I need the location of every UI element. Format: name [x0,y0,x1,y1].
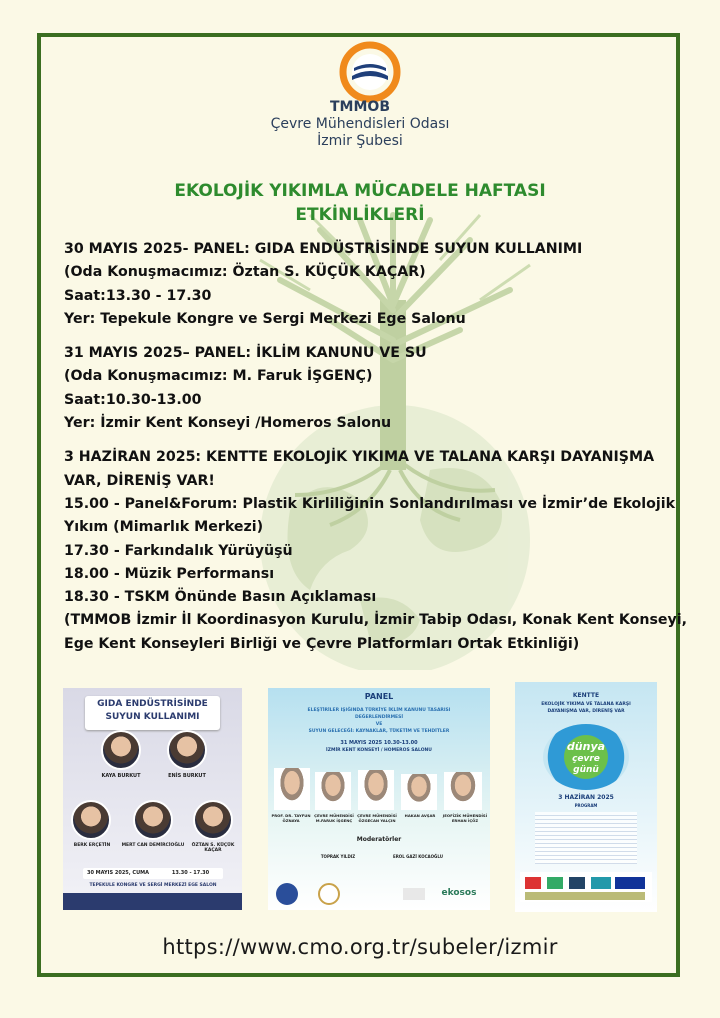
poster-iklim-panel[interactable] [268,688,490,910]
sponsor-logo [547,877,563,889]
speaker-photo [167,730,207,770]
event-1-heading: 30 MAYIS 2025- PANEL: GIDA ENDÜSTRİSİNDE SUYUN KULLANIMI [64,241,583,257]
sponsor-logo [591,877,611,889]
speaker-name: ENİS BURKUT [168,773,206,779]
poster-2-title-3: VE [375,722,383,727]
event-2-heading: 31 MAYIS 2025– PANEL: İKLİM KANUNU VE SU [64,345,427,362]
event-list [64,238,688,656]
speaker-name: PROF. DR. TAYFUN ÖZNAYA [271,813,311,823]
page-title-line2: ETKİNLİKLERİ [295,205,425,225]
sponsor-logo-row [525,892,645,900]
event-3 [64,446,688,656]
speaker-photo [133,800,173,840]
speaker-photo [444,772,482,810]
speaker-photo [101,730,141,770]
poster-3-title-3: DAYANIŞMA VAR, DİRENİŞ VAR [547,709,625,714]
poster-2-title: ELEŞTİRİLER IŞIĞINDA TÜRKİYE İKLİM KANUNU TASARISI [307,708,451,713]
poster-2-date: 31 MAYIS 2025 10.30-13.00 [340,740,418,746]
speaker-name: MERT CAN DEMİRCİOĞLU [121,843,185,848]
event-2-venue: Yer: İzmir Kent Konseyi /Homeros Salonu [64,415,392,432]
event-3-item: Yıkım (Mimarlık Merkezi) [64,519,264,536]
speaker-name: ÇEVRE MÜHENDİSİ M.FARUK İŞGENÇ [314,813,354,823]
speaker-name: BERK ERÇETİN [73,843,111,848]
event-2 [64,342,684,435]
poster-1-date: 30 MAYIS 2025, CUMA [86,870,150,876]
badge-text: dünya [566,740,606,753]
speaker-name: KAYA BURKUT [101,773,141,779]
event-1-venue: Yer: Tepekule Kongre ve Sergi Merkezi Ege Salonu [64,310,466,327]
event-3-item: 15.00 - Panel&Forum: Plastik Kirliliğinin Sonlandırılması ve İzmir’de Ekolojik [64,495,676,512]
speaker-name: ÇEVRE MÜHENDİSİ ÖZGECAN YALÇIN [357,813,397,823]
event-3-item: 18.30 - TSKM Önünde Basın Açıklaması [64,589,377,606]
event-3-organizers: Ege Kent Konseyleri Birliği ve Çevre Platformları Ortak Etkinliği) [64,635,580,652]
page-title: EKOLOJİK YIKIMLA MÜCADELE HAFTASI [174,181,546,201]
sponsor-logo [403,888,425,900]
speaker-name: HAKAN AVŞAR [404,813,436,818]
poster-gida-panel[interactable] [63,688,242,910]
event-1 [64,238,684,331]
poster-3-program: PROGRAM [574,803,598,808]
poster-1-title-2: SUYUN KULLANIMI [105,712,200,722]
website-url[interactable]: https://www.cmo.org.tr/subeler/izmir [162,935,558,959]
sponsor-logo [569,877,585,889]
moderator-name: TOPRAK YILDIZ [320,854,356,859]
poster-2-label: PANEL [364,692,394,701]
event-3-organizers: (TMMOB İzmir İl Koordinasyon Kurulu, İzmir Tabip Odası, Konak Kent Konseyi, [64,612,688,629]
speaker-photo [274,768,310,810]
event-1-time: Saat:13.30 - 17.30 [64,287,212,304]
poster-3-title: KENTTE [572,692,600,699]
program-details [535,812,637,864]
event-2-time: Saat:10.30-13.00 [64,391,202,408]
speaker-photo [358,770,394,810]
event-3-item: 17.30 - Farkındalık Yürüyüşü [64,542,293,559]
kent-konseyi-logo [276,883,298,905]
poster-3-date: 3 HAZİRAN 2025 [558,794,614,801]
org-chamber: Çevre Mühendisleri Odası [270,116,450,132]
tmmob-logo-small [318,883,340,905]
moderator-name: EROL GAZİ KOCAOĞLU [392,854,443,859]
event-1-speaker: (Oda Konuşmacımız: Öztan S. KÜÇÜK KAÇAR) [64,264,426,281]
poster-1-time: 13.30 - 17.30 [171,870,210,876]
poster-dunya-cevre-gunu[interactable] [515,682,657,912]
speaker-photo [193,800,233,840]
poster-2-title-4: SUYUN GELECEĞİ: KAYNAKLAR, TÜKETİM VE TEHDİTLER [308,729,450,734]
event-2-speaker: (Oda Konuşmacımız: M. Faruk İŞGENÇ) [64,368,373,385]
badge-text: çevre [572,754,600,764]
event-3-heading: 3 HAZİRAN 2025: KENTTE EKOLOJİK YIKIMA VE TALANA KARŞI DAYANIŞMA [64,449,655,466]
speaker-name: JEOFİZİK MÜHENDİSİ ERHAN İÇÖZ [442,813,488,823]
event-3-heading-cont: VAR, DİRENİŞ VAR! [64,472,215,489]
badge-text: günü [573,765,599,775]
speaker-photo [401,774,437,810]
poster-2-venue: İZMİR KENT KONSEYİ / HOMEROS SALONU [326,748,432,753]
sponsor-logo [615,877,645,889]
org-name: TMMOB [330,99,390,115]
poster-2-title-2: DEĞERLENDİRMESİ [354,715,404,720]
speaker-photo [315,772,351,810]
poster-3-title-2: EKOLOJİK YIKIMA VE TALANA KARŞI [541,702,631,707]
org-branch: İzmir Şubesi [317,133,403,149]
speaker-photo [71,800,111,840]
tmmob-logo [338,40,402,104]
event-3-item: 18.00 - Müzik Performansı [64,565,275,582]
sponsor-logo [525,877,541,889]
ekosos-logo: ekosos [441,888,477,898]
speaker-name: ÖZTAN S. KÜÇÜK KAÇAR [191,843,235,853]
poster-2-moderators-label: Moderatörler [356,836,402,843]
poster-1-title: GIDA ENDÜSTRİSİNDE [97,699,208,709]
poster-1-venue: TEPEKULE KONGRE VE SERGİ MERKEZİ EGE SALON [89,883,217,888]
